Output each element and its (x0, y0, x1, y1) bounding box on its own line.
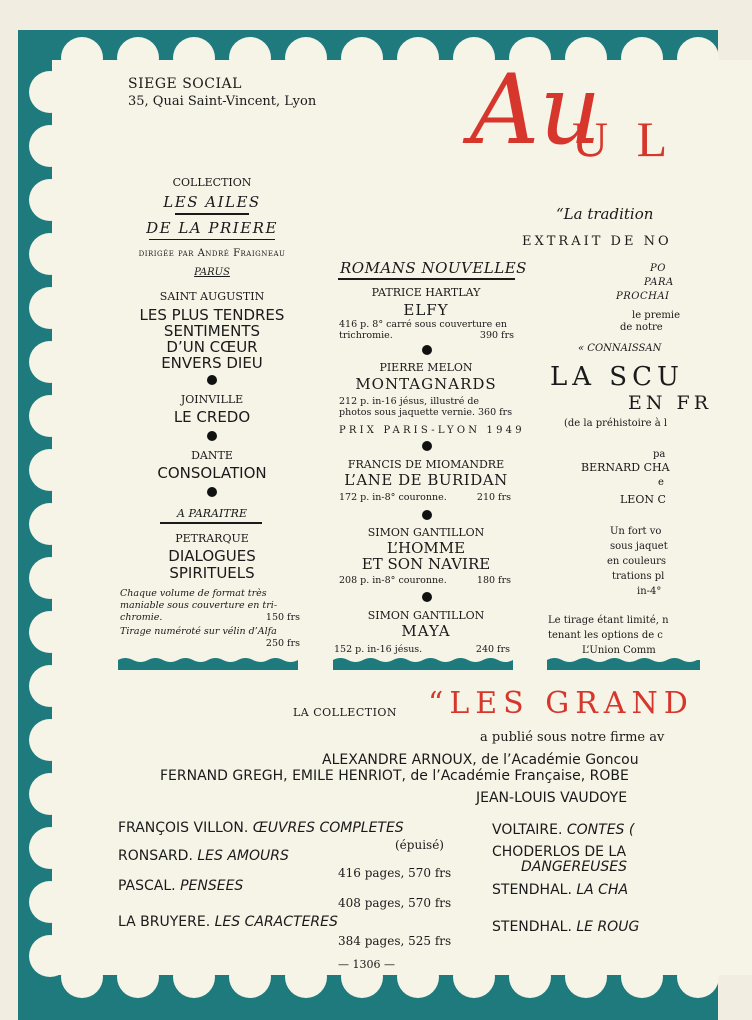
book-title: CONSOLATION (157, 464, 267, 482)
wave-ornament (118, 656, 298, 670)
scallop-bump (117, 956, 159, 998)
rt-tirage-0: Le tirage étant limité, n (548, 615, 669, 626)
desc-line: photos sous jaquette vernie. 360 frs (339, 407, 513, 418)
book-title: MAYA (401, 622, 451, 640)
rt-credit-1: BERNARD CHA (581, 461, 670, 474)
book-desc (339, 575, 511, 586)
scallop-bump (29, 881, 71, 923)
note-line: chromie. (120, 612, 163, 623)
book-desc (339, 396, 514, 418)
extrait-heading: EXTRAIT DE NO (522, 234, 672, 249)
catalog-author: STENDHAL. (492, 919, 572, 935)
rt-tirage-2: L’Union Comm (582, 645, 656, 656)
scallop-bump (397, 37, 439, 79)
book-author: JOINVILLE (180, 393, 244, 406)
title-line: SENTIMENTS (163, 322, 261, 340)
scallop-bump (29, 341, 71, 383)
scallop-bump (509, 956, 551, 998)
book-title (326, 540, 526, 572)
wave-ornament (547, 656, 700, 670)
scallop-bump (29, 773, 71, 815)
divider (160, 522, 262, 524)
catalog-title: CONTES ( (566, 822, 635, 838)
rt-line-1: PARA (644, 277, 674, 288)
tradition-quote: “La tradition (556, 205, 654, 223)
collection-column (112, 176, 312, 278)
rt-desc-0: Un fort vo (610, 526, 662, 537)
catalog-info: 384 pages, 525 frs (338, 934, 452, 948)
authors-line-1: ALEXANDRE ARNOUX, de l’Académie Goncou (322, 752, 639, 768)
bullet-dot (422, 510, 432, 520)
bullet-dot (207, 375, 217, 385)
wave-ornament (333, 656, 513, 670)
book-author: SAINT AUGUSTIN (159, 290, 265, 303)
scallop-bump (341, 37, 383, 79)
catalog-title: ŒUVRES COMPLETES (252, 820, 404, 836)
catalog-author: VOLTAIRE. (492, 822, 563, 838)
scallop-bump (29, 611, 71, 653)
book-author: PATRICE HARTLAY (371, 286, 481, 299)
book-author: DANTE (191, 449, 233, 462)
rt-line-3: le premie (632, 310, 680, 321)
directed-by: dirigée par André Fraigneau (138, 248, 286, 259)
scallop-bump (29, 125, 71, 167)
bullet-dot (422, 441, 432, 451)
divider (175, 213, 249, 215)
bullet-dot (422, 592, 432, 602)
rt-desc-3: trations pl (612, 571, 665, 582)
title-line: LES PLUS TENDRES (139, 306, 285, 324)
title-line: L’HOMME (386, 539, 466, 557)
book-desc (339, 319, 514, 341)
grands-title: “LES GRAND (428, 686, 694, 721)
note-line: maniable sous couverture en tri- (120, 600, 278, 611)
scallop-bump (173, 37, 215, 79)
scallop-bump (29, 503, 71, 545)
title-line: SPIRITUELS (169, 564, 255, 582)
price: 250 frs (265, 638, 300, 649)
catalog-item (118, 848, 289, 864)
divider (149, 239, 275, 241)
publie-text: a publié sous notre firme av (480, 730, 665, 745)
title-line: ENVERS DIEU (161, 354, 263, 372)
price: 240 frs (475, 644, 510, 655)
format-note (120, 588, 300, 650)
catalog-info: 416 pages, 570 frs (338, 866, 452, 880)
bullet-dot (207, 431, 217, 441)
address: 35, Quai Saint-Vincent, Lyon (128, 94, 317, 109)
rt-big-1: LA SCU (550, 362, 684, 392)
scallop-bump (29, 449, 71, 491)
scallop-bump (229, 956, 271, 998)
scallop-bump (29, 827, 71, 869)
rt-line-5: « CONNAISSAN (578, 343, 662, 354)
price: 180 frs (476, 575, 511, 586)
catalog-author: PASCAL. (118, 878, 176, 894)
price: 390 frs (479, 330, 514, 341)
logo-script: Au (470, 54, 602, 166)
a-paraitre-label: A PARAITRE (177, 507, 247, 520)
collection-label: COLLECTION (172, 176, 252, 189)
catalog-info: (épuisé) (395, 838, 444, 852)
scallop-bump (29, 71, 71, 113)
scallop-bump (29, 557, 71, 599)
scallop-bump (453, 956, 495, 998)
note-line: Chaque volume de format très (120, 588, 267, 599)
title-line: ET SON NAVIRE (361, 555, 491, 573)
authors-line-2: FERNAND GREGH, EMILE HENRIOT, de l’Académie Française, ROBE (160, 768, 629, 784)
rt-sub: (de la préhistoire à l (564, 418, 668, 429)
price: 150 frs (265, 612, 300, 623)
catalog-author: STENDHAL. (492, 882, 572, 898)
rt-desc-2: en couleurs (607, 556, 667, 567)
book-desc (339, 492, 511, 503)
desc-line: 172 p. in-8° couronne. (339, 492, 447, 503)
scallop-bump (61, 37, 103, 79)
scallop-bump (397, 956, 439, 998)
desc-line: 152 p. in-16 jésus. (334, 644, 423, 655)
title-line: DIALOGUES (168, 547, 256, 565)
scallop-bump (29, 935, 71, 977)
scallop-bump (29, 395, 71, 437)
catalog-item (118, 878, 243, 894)
catalog-author: FRANÇOIS VILLON. (118, 820, 249, 836)
book-author: PIERRE MELON (379, 361, 473, 374)
collection-title-2: DE LA PRIERE (146, 218, 278, 237)
parus-label: PARUS (194, 267, 230, 278)
rt-line-0: PO (650, 263, 666, 274)
la-collection-label: LA COLLECTION (293, 706, 398, 719)
book-author: FRANCIS DE MIOMANDRE (347, 458, 505, 471)
catalog-title: LA CHA (576, 882, 629, 898)
catalog-title: DANGEREUSES (521, 859, 627, 875)
book-title (112, 307, 312, 371)
scallop-bump (621, 37, 663, 79)
bullet-dot (207, 487, 217, 497)
collection-title-1: LES AILES (163, 193, 261, 211)
rt-line-4: de notre (620, 322, 663, 333)
siege-label: SIEGE SOCIAL (128, 76, 242, 92)
book-title: MONTAGNARDS (355, 375, 497, 393)
rt-credit-3: LEON C (620, 493, 666, 506)
scallop-bump (29, 665, 71, 707)
scallop-bump (285, 956, 327, 998)
catalog-author: LA BRUYERE. (118, 914, 211, 930)
catalog-title: LES CARACTERES (214, 914, 338, 930)
scallop-bump (565, 956, 607, 998)
rt-desc-4: in-4° (637, 586, 662, 597)
desc-line: 416 p. 8° carré sous couverture en (339, 319, 507, 330)
book-title: LE CREDO (173, 408, 251, 426)
note-line: Tirage numéroté sur vélin d’Alfa (120, 626, 277, 637)
scallop-bump (677, 37, 719, 79)
bullet-dot (422, 345, 432, 355)
logo-rest: U L (572, 111, 676, 167)
catalog-author: CHODERLOS DE LA (492, 844, 627, 860)
catalog-info: 408 pages, 570 frs (338, 896, 452, 910)
scallop-bump (229, 37, 271, 79)
catalog-item (118, 820, 404, 836)
catalog-item (492, 882, 628, 898)
romans-heading: ROMANS NOUVELLES (340, 259, 527, 277)
scallop-bump (29, 719, 71, 761)
book-author: SIMON GANTILLON (367, 609, 485, 622)
scallop-bump (621, 956, 663, 998)
catalog-item (492, 822, 634, 838)
book-title: L’ANE DE BURIDAN (344, 471, 508, 489)
prize-label: PRIX PARIS-LYON 1949 (339, 425, 525, 436)
rt-tirage-1: tenant les options de c (548, 630, 663, 641)
catalog-item (118, 914, 338, 930)
scallop-bump (117, 37, 159, 79)
catalog-item (492, 919, 639, 935)
catalog-title: LE ROUG (576, 919, 640, 935)
book-author: PETRARQUE (175, 532, 249, 545)
divider (338, 278, 515, 280)
authors-line-3: JEAN-LOUIS VAUDOYE (476, 790, 628, 806)
book-title (112, 548, 312, 582)
catalog-title: PENSEES (180, 878, 244, 894)
rt-line-2: PROCHAI (616, 291, 670, 302)
book-title: ELFY (403, 301, 449, 319)
desc-line: trichromie. (339, 330, 393, 341)
rt-desc-1: sous jaquet (610, 541, 668, 552)
desc-line: 212 p. in-16 jésus, illustré de (339, 396, 480, 407)
rt-credit-2: e (658, 477, 664, 488)
book-author: SIMON GANTILLON (367, 526, 485, 539)
desc-line: 208 p. in-8° couronne. (339, 575, 447, 586)
rt-big-2: EN FR (628, 392, 713, 414)
catalog-author: RONSARD. (118, 848, 193, 864)
scallop-bump (677, 956, 719, 998)
scallop-bump (29, 179, 71, 221)
scallop-bump (285, 37, 327, 79)
scallop-bump (29, 233, 71, 275)
price: 210 frs (476, 492, 511, 503)
catalog-title: LES AMOURS (197, 848, 289, 864)
scallop-bump (173, 956, 215, 998)
page-number: — 1306 — (338, 958, 395, 971)
rt-credit-0: pa (653, 449, 666, 460)
book-desc (334, 644, 510, 655)
scallop-bump (29, 287, 71, 329)
title-line: D’UN CŒUR (166, 338, 258, 356)
